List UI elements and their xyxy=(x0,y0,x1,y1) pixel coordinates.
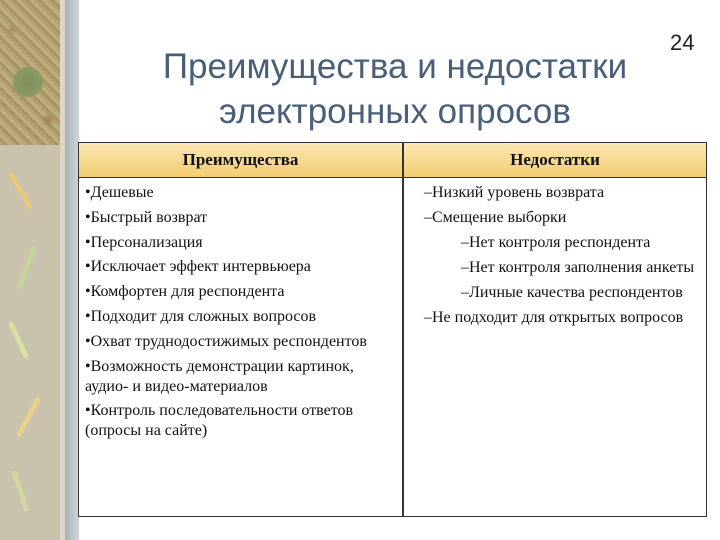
list-item: •Охват труднодостижимых респондентов xyxy=(85,332,367,350)
slide-title-line-2: электронных опросов xyxy=(219,92,571,131)
page-number: 24 xyxy=(670,30,695,55)
advantages-list xyxy=(85,183,397,446)
table-header xyxy=(79,143,706,178)
comparison-table xyxy=(78,142,707,517)
list-item: •Дешевые xyxy=(85,184,154,201)
list-item: •Комфортен для респондента xyxy=(85,283,285,301)
list-item: •Персонализация xyxy=(85,233,203,251)
list-item: –Нет контроля респондента xyxy=(461,234,651,251)
list-item: •Возможность демонстрации картинок, аудио- и видео-материалов xyxy=(85,357,354,395)
list-item: •Быстрый возврат xyxy=(85,208,208,226)
list-item: –Не подходит для открытых вопросов xyxy=(424,309,684,326)
list-item: •Контроль последовательности ответов (опросы на сайте) xyxy=(85,402,354,440)
list-item: –Низкий уровень возврата xyxy=(424,184,605,201)
list-item: •Исключает эффект интервьюера xyxy=(85,258,311,276)
list-item: –Смещение выборки xyxy=(424,209,567,226)
decorative-strip xyxy=(65,0,79,540)
disadvantages-list xyxy=(409,183,701,333)
column-divider xyxy=(402,143,404,516)
decorative-texture xyxy=(0,0,60,145)
slide-title-line-1: Преимущества и недостатки xyxy=(162,47,628,86)
list-item: –Нет контроля заполнения анкеты xyxy=(461,259,695,276)
list-item: –Личные качества респондентов xyxy=(461,284,683,301)
header-disadvantages: Недостатки xyxy=(510,150,600,169)
slide-title xyxy=(100,44,690,134)
header-advantages: Преимущества xyxy=(182,150,299,169)
list-item: •Подходит для сложных вопросов xyxy=(85,307,317,325)
